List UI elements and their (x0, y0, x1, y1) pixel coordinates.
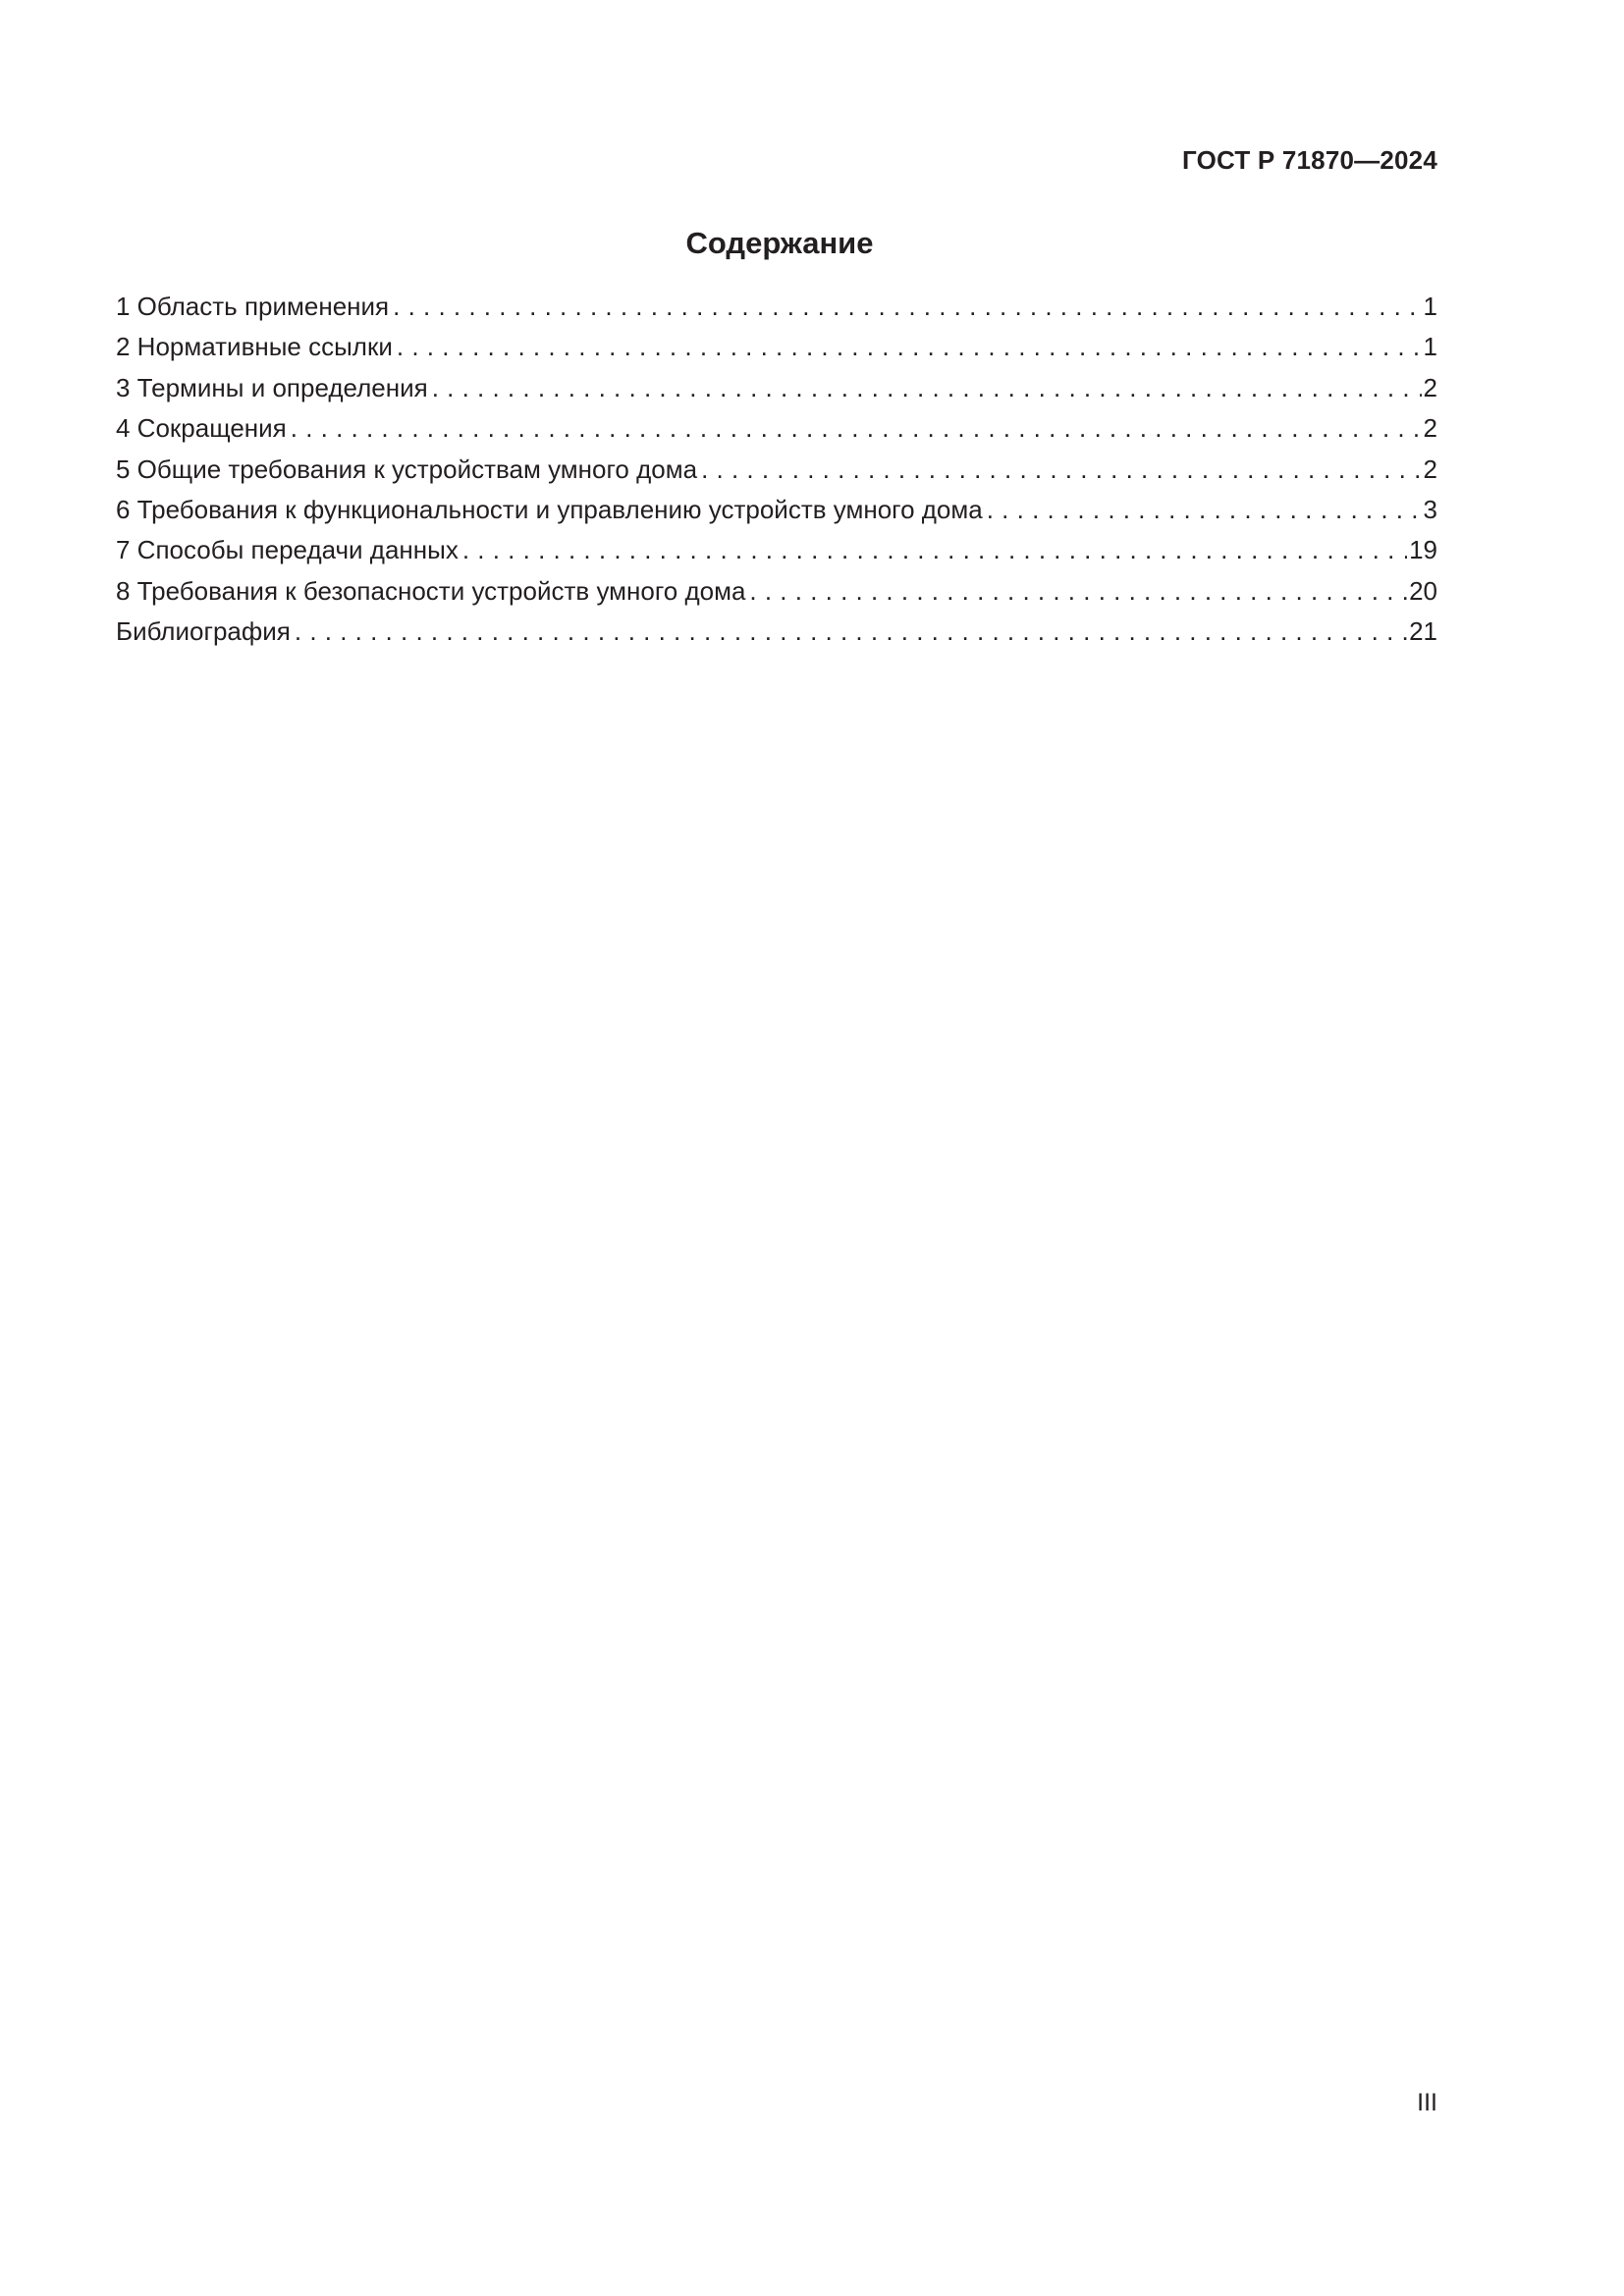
toc-item-label: 1 Область применения (116, 292, 390, 321)
toc-item-label: Библиография (116, 616, 291, 647)
toc-dot-leader (987, 490, 1422, 530)
toc-item[interactable] (116, 368, 1437, 408)
toc-dot-leader (701, 450, 1421, 490)
toc-dot-leader (432, 368, 1422, 408)
page-number: III (1417, 2089, 1437, 2116)
toc-item-page: 2 (1423, 413, 1437, 444)
toc-item-page: 1 (1423, 332, 1437, 362)
toc-item-page: 21 (1409, 616, 1437, 647)
toc-dot-leader (295, 612, 1407, 652)
toc-item[interactable] (116, 490, 1437, 530)
toc-dot-leader (397, 327, 1422, 367)
toc-dot-leader (749, 571, 1407, 612)
document-code: ГОСТ Р 71870—2024 (1182, 145, 1437, 175)
toc-item-page: 3 (1423, 494, 1437, 524)
toc-item[interactable] (116, 450, 1437, 490)
toc-dot-leader (462, 530, 1407, 570)
toc-item[interactable] (116, 408, 1437, 449)
toc-title: Содержание (685, 226, 874, 260)
toc-dot-leader (393, 287, 1421, 327)
toc-item-page: 1 (1423, 292, 1437, 321)
toc-item-label: 3 Термины и определения (116, 372, 428, 402)
toc-item[interactable] (116, 287, 1437, 327)
toc-item-label: 2 Нормативные ссылки (116, 332, 393, 362)
toc-item-page: 2 (1423, 372, 1437, 402)
toc-item-label: 6 Требования к функциональности и управлению устройств умного дома (116, 494, 983, 524)
toc-item[interactable] (116, 612, 1437, 652)
toc-item[interactable] (116, 530, 1437, 570)
toc-item-page: 2 (1423, 454, 1437, 484)
toc-dot-leader (291, 408, 1422, 449)
toc-item-page: 20 (1409, 575, 1437, 606)
table-of-contents (116, 287, 1437, 653)
toc-item-label: 8 Требования к безопасности устройств умного дома (116, 575, 746, 606)
toc-item-label: 5 Общие требования к устройствам умного дома (116, 454, 698, 484)
toc-item[interactable] (116, 571, 1437, 612)
toc-item-label: 4 Сокращения (116, 413, 287, 444)
toc-item-label: 7 Способы передачи данных (116, 535, 459, 565)
toc-item-page: 19 (1409, 535, 1437, 565)
toc-item[interactable] (116, 327, 1437, 367)
